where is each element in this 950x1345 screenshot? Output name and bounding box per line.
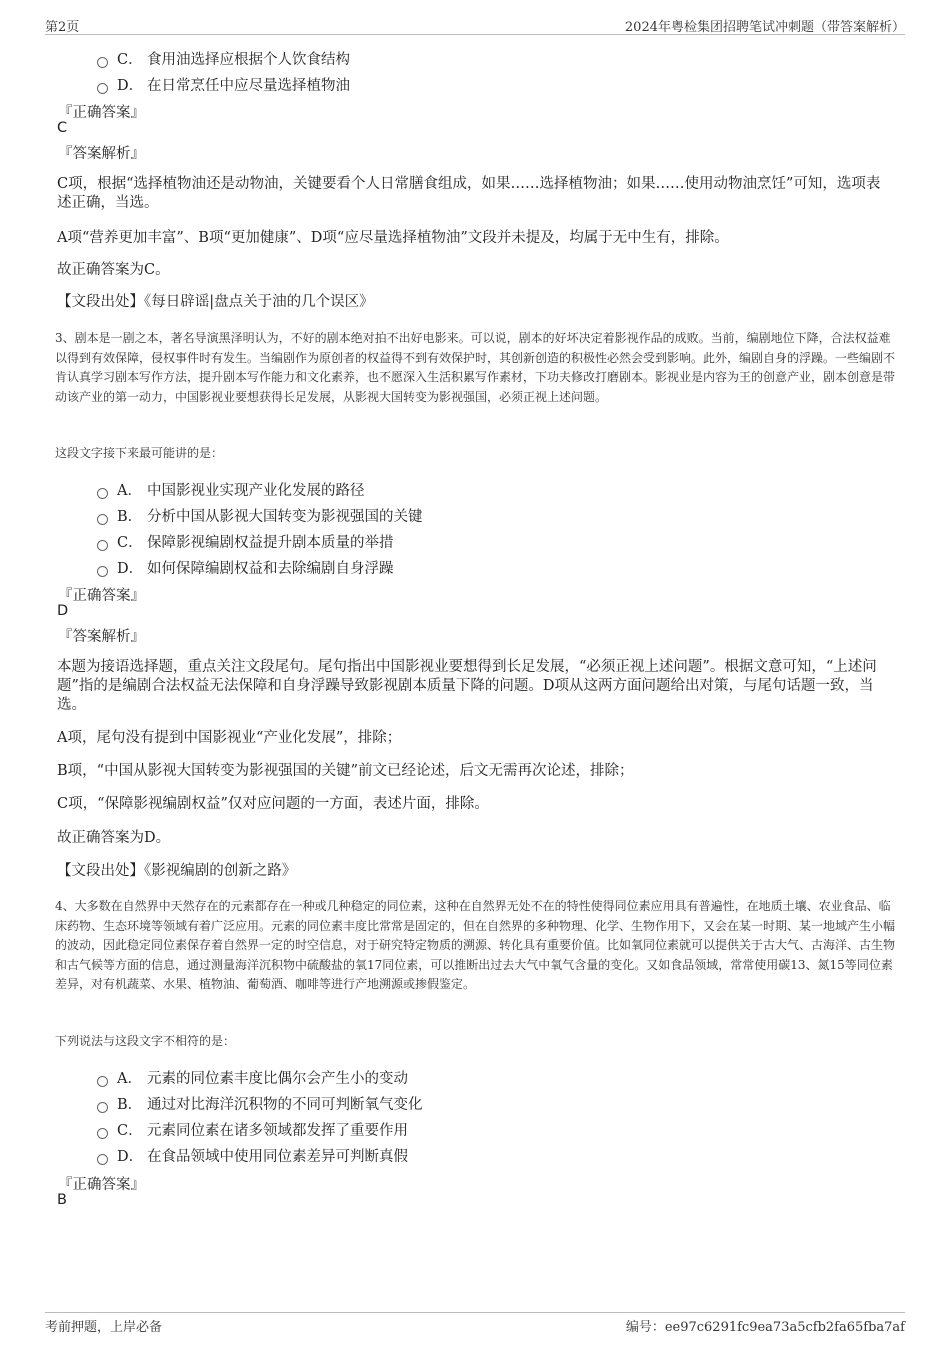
q3-option-c[interactable]: C． 保障影视编剧权益提升剧本质量的举措 (97, 531, 394, 552)
q2-answer: C (57, 120, 68, 136)
q4-passage: 4、大多数在自然界中天然存在的元素都存在一种或几种稳定的同位素，这种在自然界无处不在的特性使得同位素应用具有普遍性，在地质土壤、农业食品、临床药物、生态环境等领域有着广泛应用。元素的同位素丰度比常常是固定的，但在自然界的多种物理、化学、生物作用下，又会在某一时期、某一地域产生小幅的波动，因此稳定同位素保存着自然界一定的时空信息，对于研究特定物质的溯源、转化具有重要价值。比如氧同位素就可以提供关于古大气、古海洋、古生物和古气候等方面的信息，通过测量海洋沉积物中硫酸盐的氧17同位素，可以推断出过去大气中氧气含量的变化。又如食品领域，常常使用碳13、氮15等同位素差异，对有机蔬菜、水果、植物油、葡萄酒、咖啡等进行产地溯源或掺假鉴定。 (55, 899, 896, 991)
radio-icon[interactable] (97, 514, 108, 525)
q3-analysis-paragraph: C项，“保障影视编剧权益”仅对应问题的一方面，表述片面，排除。 (57, 796, 489, 812)
q3-passage: 3、剧本是一剧之本，著名导演黑泽明认为，不好的剧本绝对拍不出好电影来。可以说，剧本的好坏决定着影视作品的成败。当前，编剧地位下降，合法权益难以得到有效保障，侵权事件时有发生。当编剧作为原创者的权益得不到有效保护时，其创新创造的积极性必然会受到影响。此外，编剧自身的浮躁。一些编剧不肯认真学习剧本写作方法，提升剧本写作能力和文化素养，也不愿深入生活积累写作素材，下功夫修改打磨剧本。影视业是内容为王的创意产业，剧本创意是带动该产业的第一动力，中国影视业要想获得长足发展，从影视大国转变为影视强国，必须正视上述问题。 (55, 331, 896, 404)
q3-answer: D (57, 603, 69, 619)
radio-icon[interactable] (97, 566, 108, 577)
page-footer (45, 1312, 905, 1335)
radio-icon[interactable] (97, 540, 108, 551)
page-header (45, 14, 905, 35)
radio-icon[interactable] (97, 57, 108, 68)
q3-analysis-paragraph: 故正确答案为D。 (57, 830, 171, 846)
q2-source: 【文段出处】《每日辟谣|盘点关于油的几个误区》 (57, 294, 374, 310)
document-code: 编号：ee97c6291fc9ea73a5cfb2fa65fba7af (625, 1320, 905, 1335)
q4-option-a[interactable]: A． 元素的同位素丰度比偶尔会产生小的变动 (97, 1067, 408, 1088)
q4-answer-label: 『正确答案』 (58, 1177, 145, 1193)
q3-option-b[interactable]: B． 分析中国从影视大国转变为影视强国的关键 (97, 505, 423, 526)
q3-analysis-label: 『答案解析』 (58, 629, 145, 645)
radio-icon[interactable] (97, 488, 108, 499)
q2-analysis-paragraph: A项“营养更加丰富”、B项“更加健康”、D项“应尽量选择植物油”文段并未提及，均属于无中生有，排除。 (57, 230, 729, 246)
q4-option-b[interactable]: B． 通过对比海洋沉积物的不同可判断氧气变化 (97, 1093, 423, 1114)
q2-answer-label: 『正确答案』 (58, 105, 145, 121)
radio-icon[interactable] (97, 83, 108, 94)
document-title: 2024年粤检集团招聘笔试冲刺题（带答案解析） (624, 20, 905, 35)
q3-option-a[interactable]: A． 中国影视业实现产业化发展的路径 (97, 479, 365, 500)
q4-question: 下列说法与这段文字不相符的是： (55, 1034, 236, 1048)
q4-option-d[interactable]: D． 在食品领域中使用同位素差异可判断真假 (97, 1145, 408, 1166)
q2-analysis-label: 『答案解析』 (58, 146, 145, 162)
q4-answer: B (57, 1192, 67, 1208)
footer-slogan: 考前押题，上岸必备 (45, 1320, 163, 1335)
q2-option-c[interactable]: C． 食用油选择应根据个人饮食结构 (97, 48, 350, 69)
q3-analysis-paragraph: A项，尾句没有提到中国影视业“产业化发展”，排除； (57, 730, 402, 746)
q3-option-d[interactable]: D． 如何保障编剧权益和去除编剧自身浮躁 (97, 557, 394, 578)
radio-icon[interactable] (97, 1154, 108, 1165)
q2-analysis-paragraph: C项，根据“选择植物油还是动物油，关键要看个人日常膳食组成，如果……选择植物油；如果……使用动物油烹饪”可知，选项表述正确，当选。 (57, 176, 881, 211)
q3-analysis-paragraph: 本题为接语选择题，重点关注文段尾句。尾句指出中国影视业要想得到长足发展，“必须正视上述问题”。根据文意可知，“上述问题”指的是编剧合法权益无法保障和自身浮躁导致影视剧本质量下降的问题。D项从这两方面问题给出对策，与尾句话题一致，当选。 (57, 659, 877, 713)
q4-option-c[interactable]: C． 元素同位素在诸多领域都发挥了重要作用 (97, 1119, 408, 1140)
radio-icon[interactable] (97, 1102, 108, 1113)
radio-icon[interactable] (97, 1128, 108, 1139)
q3-answer-label: 『正确答案』 (58, 588, 145, 604)
q3-analysis-paragraph: B项，“中国从影视大国转变为影视强国的关键”前文已经论述，后文无需再次论述，排除； (57, 763, 634, 779)
q3-source: 【文段出处】《影视编剧的创新之路》 (57, 863, 297, 879)
page-number: 第2页 (45, 20, 80, 35)
radio-icon[interactable] (97, 1076, 108, 1087)
q2-analysis-paragraph: 故正确答案为C。 (57, 262, 170, 278)
q2-option-d[interactable]: D． 在日常烹任中应尽量选择植物油 (97, 74, 350, 95)
q3-question: 这段文字接下来最可能讲的是： (55, 446, 224, 460)
